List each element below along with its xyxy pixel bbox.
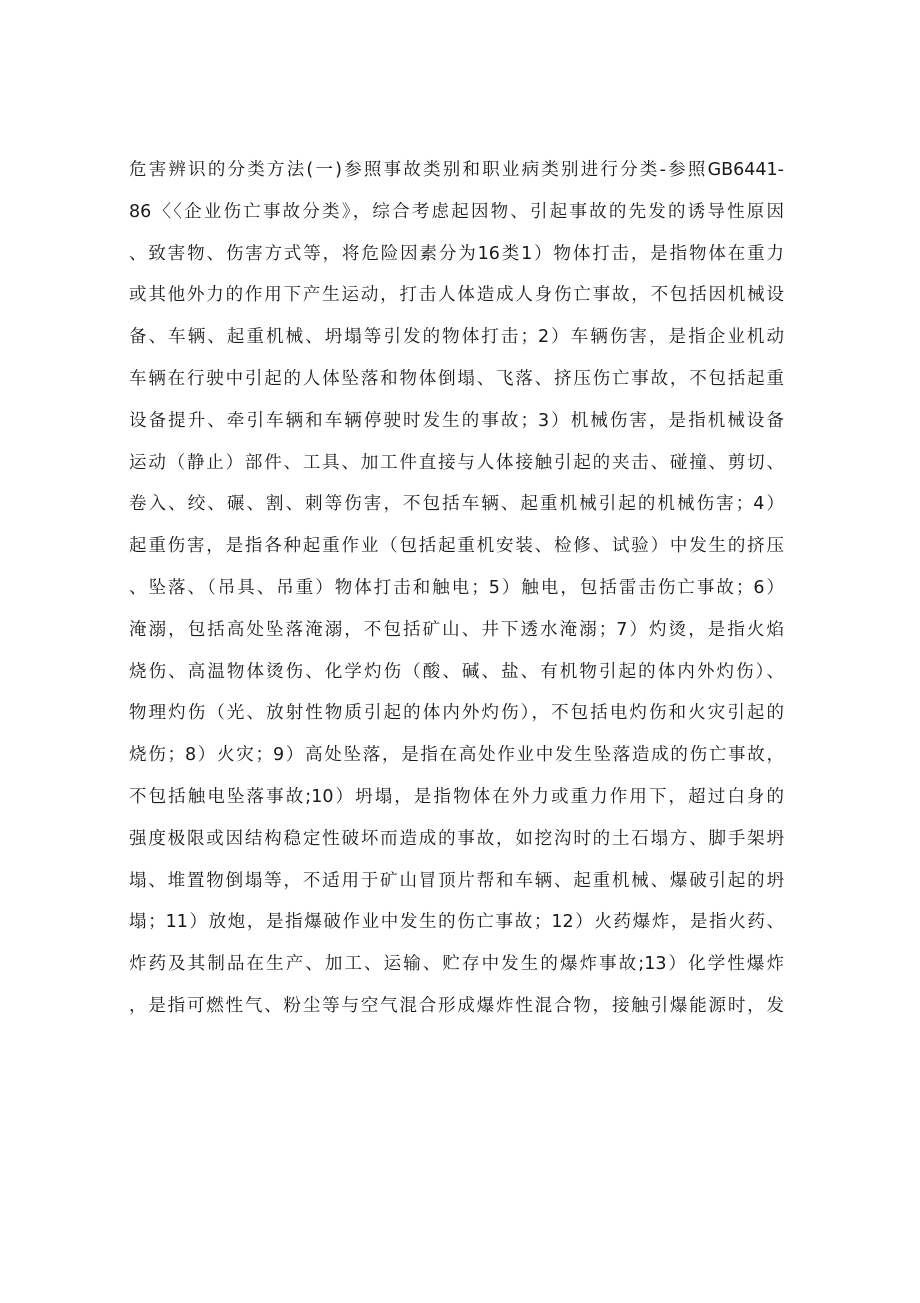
text-line: 86〈〈企业伤亡事故分类》，综合考虑起因物、引起事故的先发的诱导性原因 <box>129 201 784 222</box>
text-line: 车辆在行驶中引起的人体坠落和物体倒塌、飞落、挤压伤亡事故，不包括起重 <box>129 368 784 389</box>
text-line: 烧伤；8）火灾；9）高处坠落，是指在高处作业中发生坠落造成的伤亡事故， <box>129 745 784 766</box>
text-line: 、坠落、（吊具、吊重）物体打击和触电；5）触电，包括雷击伤亡事故；6） <box>129 577 784 598</box>
text-line: 备、车辆、起重机械、坍塌等引发的物体打击；2）车辆伤害，是指企业机动 <box>129 327 784 348</box>
text-line: 或其他外力的作用下产生运动，打击人体造成人身伤亡事故，不包括因机械设 <box>129 285 784 306</box>
text-line: 不包括触电坠落事故;10）坍塌，是指物体在外力或重力作用下，超过白身的 <box>129 786 784 807</box>
text-line: 塌；11）放炮，是指爆破作业中发生的伤亡事故；12）火药爆炸，是指火药、 <box>129 912 784 933</box>
text-line: 物理灼伤（光、放射性物质引起的体内外灼伤），不包括电灼伤和火灾引起的 <box>129 703 784 724</box>
text-line: 、致害物、伤害方式等，将危险因素分为16类1）物体打击，是指物体在重力 <box>129 243 784 264</box>
text-line: 强度极限或因结构稳定性破坏而造成的事故，如挖沟时的土石塌方、脚手架坍 <box>129 828 784 849</box>
text-line: 炸药及其制品在生产、加工、运输、贮存中发生的爆炸事故;13）化学性爆炸 <box>129 954 784 975</box>
document-body <box>129 150 784 1028</box>
text-line: ，是指可燃性气、粉尘等与空气混合形成爆炸性混合物，接触引爆能源时，发 <box>129 995 784 1016</box>
text-line: 卷入、绞、碾、割、刺等伤害，不包括车辆、起重机械引起的机械伤害；4） <box>129 494 784 515</box>
text-line: 危害辨识的分类方法(一)参照事故类别和职业病类别进行分类-参照GB6441- <box>129 160 784 180</box>
text-line: 起重伤害，是指各种起重作业（包括起重机安装、检修、试验）中发生的挤压 <box>129 536 784 557</box>
text-line: 设备提升、牵引车辆和车辆停驶时发生的事故；3）机械伤害，是指机械设备 <box>129 410 784 431</box>
text-line: 烧伤、高温物体烫伤、化学灼伤（酸、碱、盐、有机物引起的体内外灼伤）、 <box>129 661 784 682</box>
text-line: 运动（静止）部件、工具、加工件直接与人体接触引起的夹击、碰撞、剪切、 <box>129 452 784 473</box>
text-line: 塌、堆置物倒塌等，不适用于矿山冒顶片帮和车辆、起重机械、爆破引起的坍 <box>129 870 784 891</box>
text-line: 淹溺，包括高处坠落淹溺，不包括矿山、井下透水淹溺；7）灼烫，是指火焰 <box>129 619 784 640</box>
